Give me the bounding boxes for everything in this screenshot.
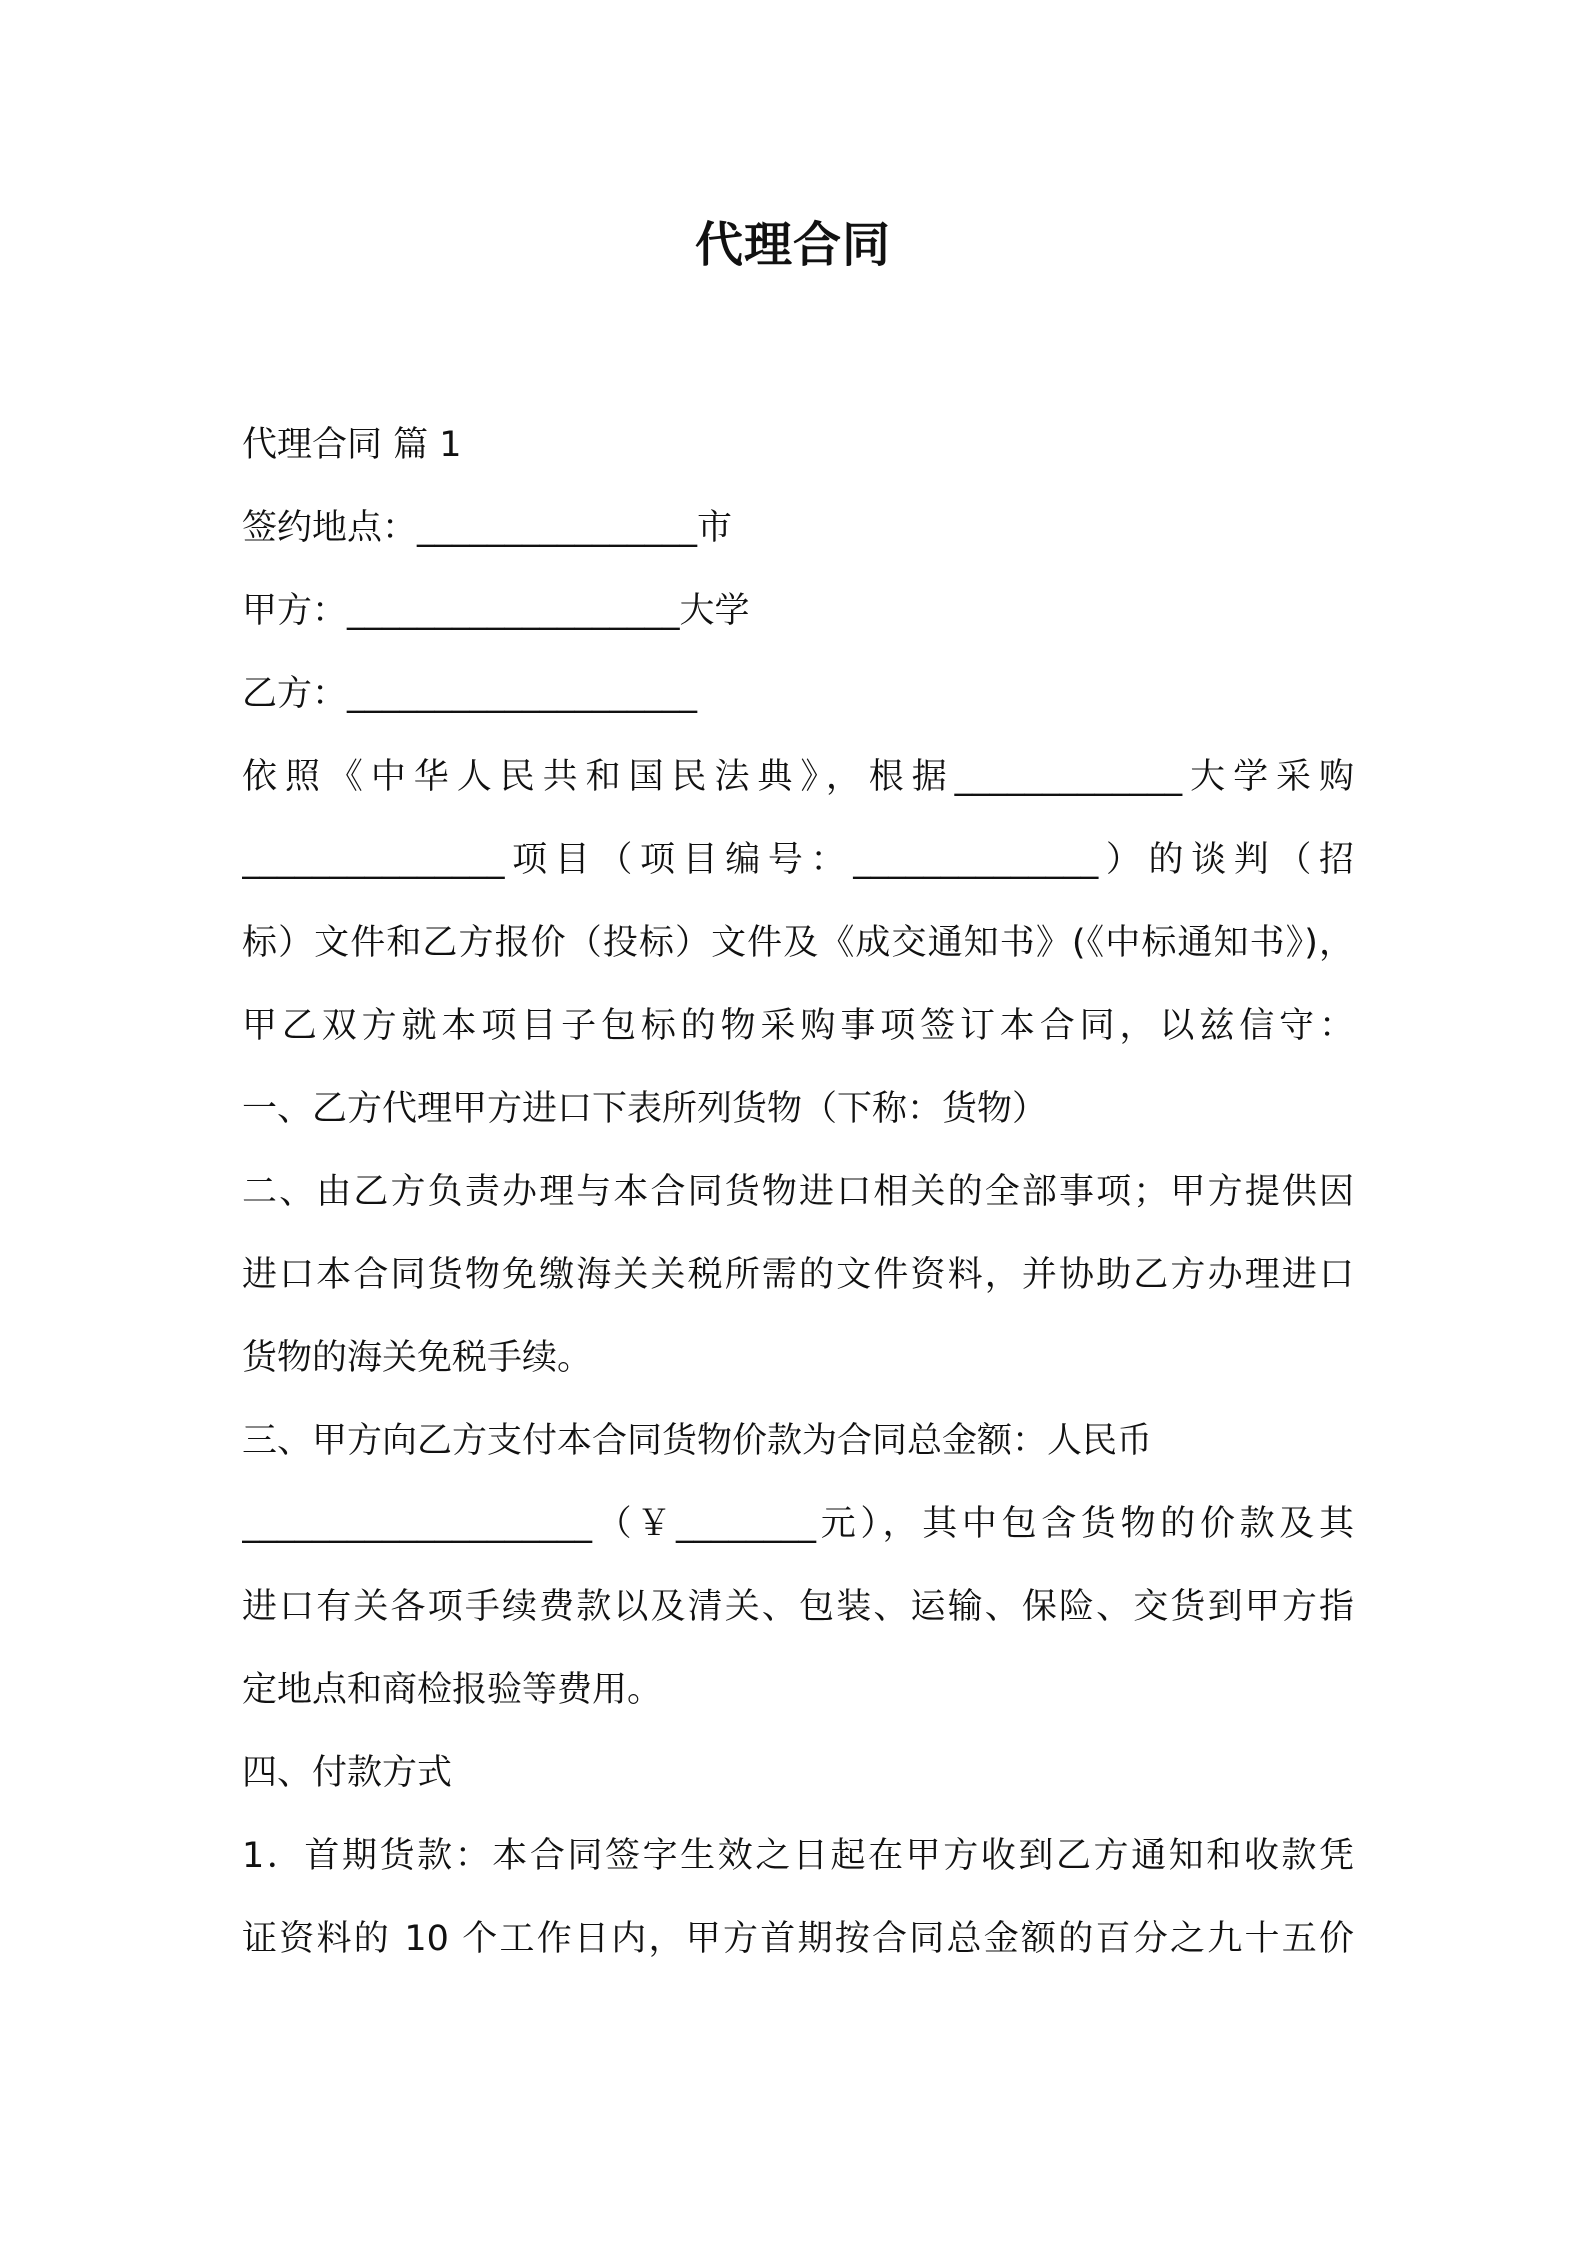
- signing-place-line: 签约地点：________________市: [242, 508, 733, 548]
- clause-1-line: 一、乙方代理甲方进口下表所列货物（下称：货物）: [242, 1089, 1048, 1129]
- preamble-line: 甲乙双方就本项目子包标的物采购事项签订本合同，以兹信守：: [242, 1006, 1354, 1046]
- payment-item-line: 证资料的 10 个工作日内，甲方首期按合同总金额的百分之九十五价: [242, 1919, 1354, 1959]
- document-title: 代理合同: [694, 217, 891, 273]
- clause-3-line: ____________________（￥________元），其中包含货物的价款及其: [242, 1504, 1354, 1544]
- party-a-line: 甲方：___________________大学: [242, 591, 750, 631]
- contract-body: [242, 404, 1354, 1981]
- preamble-line: 标）文件和乙方报价（投标）文件及《成交通知书》(《中标通知书》)，: [242, 923, 1354, 963]
- clause-2-line: 进口本合同货物免缴海关关税所需的文件资料，并协助乙方办理进口: [242, 1255, 1354, 1295]
- clause-3-line: 三、甲方向乙方支付本合同货物价款为合同总金额：人民币: [242, 1421, 1153, 1461]
- clause-2-line: 二、由乙方负责办理与本合同货物进口相关的全部事项；甲方提供因: [242, 1172, 1354, 1212]
- preamble-line: 依照《中华人民共和国民法典》，根据_____________大学采购: [242, 757, 1354, 797]
- section-heading: 代理合同 篇 1: [242, 425, 462, 465]
- preamble-line: _______________项目（项目编号：______________）的谈判（招: [242, 840, 1354, 880]
- party-b-line: 乙方：____________________: [242, 674, 698, 714]
- clause-3-line: 定地点和商检报验等费用。: [242, 1670, 663, 1710]
- clause-4-heading: 四、付款方式: [242, 1753, 453, 1793]
- payment-item-line: 1．首期货款：本合同签字生效之日起在甲方收到乙方通知和收款凭: [242, 1836, 1354, 1876]
- clause-2-line: 货物的海关免税手续。: [242, 1338, 593, 1378]
- clause-3-line: 进口有关各项手续费款以及清关、包装、运输、保险、交货到甲方指: [242, 1587, 1354, 1627]
